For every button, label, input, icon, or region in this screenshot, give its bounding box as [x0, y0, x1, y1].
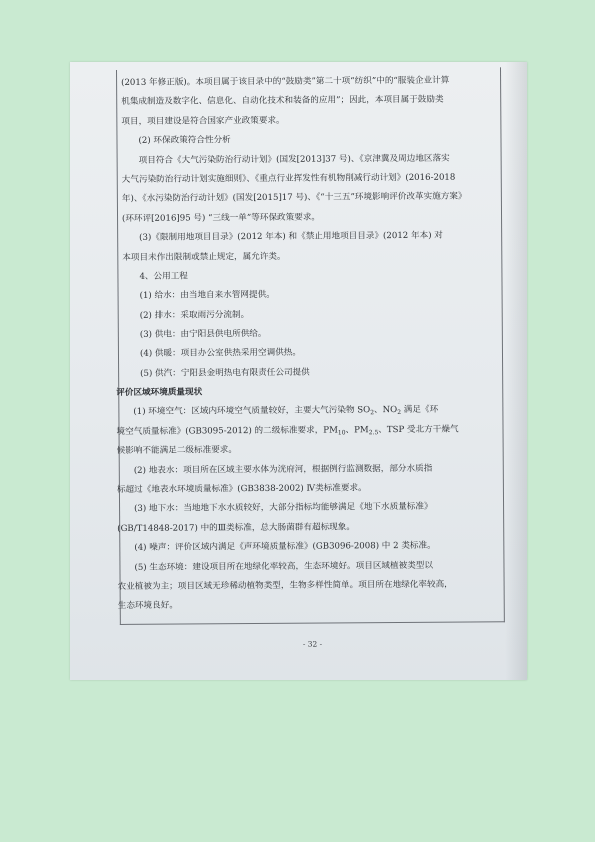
subheading: (2) 环保政策符合性分析	[138, 135, 231, 147]
list-item: (3) 供电：由宁阳县供电所供给。	[139, 329, 267, 340]
section-title: 评价区域环境质量现状	[116, 387, 203, 399]
text-line: 境空气质量标准》(GB3095-2012) 的二级标准要求，$PM_{10}$、$PM_{2.5}$、TSP 受北方干燥气	[116, 424, 459, 437]
text-line: 项目，项目建设是符合国家产业政策要求。	[121, 115, 285, 127]
list-item: (2) 排水：采取雨污分流制。	[139, 309, 250, 321]
text-line: (3) 地下水：当地地下水水质较好，大部分指标均能够满足《地下水质量标准》	[134, 502, 433, 515]
text-line: 候影响不能满足二级标准要求。	[116, 445, 238, 457]
text-line: (3)《限制用地项目目录》(2012 年本) 和《禁止用地项目目录》(2012 年本) 对	[139, 230, 443, 243]
text-line: 生态环境良好。	[117, 600, 178, 612]
text-line: (2013 年修正版)。本项目属于该目录中的“鼓励类”第二十项“纺织”中的“服装企业计算	[121, 75, 450, 88]
text-line: (1) 环境空气：区域内环境空气质量较好，主要大气污染物 $SO_2$、$NO_2$ 满足《环	[133, 405, 439, 418]
subheading: 4、公用工程	[139, 271, 188, 282]
list-item: (5) 供汽：宁阳县金明热电有限责任公司提供	[140, 367, 310, 379]
text-line: 项目符合《大气污染防治行动计划》(国发[2013]37 号)、《京津冀及周边地区落实	[138, 153, 450, 166]
text-line: 农业植被为主；项目区域无珍稀动植物类型，生物多样性简单。项目所在地绿化率较高，	[117, 579, 453, 592]
document-page	[116, 67, 505, 650]
list-item: (4) 供暖：项目办公室供热采用空调供热。	[139, 348, 302, 360]
text-line: (2) 地表水：项目所在区域主要水体为洸府河，根据例行监测数据，部分水质指	[133, 463, 433, 476]
list-item: (1) 给水：由当地自来水管网提供。	[139, 290, 275, 302]
text-line: 年)、《水污染防治行动计划》(国发[2015]17 号)、《“十三五”环境影响评价改革实施方案》	[121, 191, 467, 205]
text-line: (GB/T14848-2017) 中的Ⅲ类标准，总大肠菌群有超标现象。	[117, 522, 355, 534]
text-line: 大气污染防治行动计划实施细则》、《重点行业挥发性有机物削减行动计划》(2016-2018	[121, 172, 456, 185]
text-line: 标超过《地表水环境质量标准》(GB3838-2002) Ⅳ类标准要求。	[116, 483, 367, 495]
page-content	[121, 71, 499, 384]
page-number: - 32 -	[302, 639, 323, 649]
text-line: (4) 噪声：评价区域内满足《声环境质量标准》(GB3096-2008) 中 2 类标准。	[134, 540, 436, 554]
text-line: 本项目未作出限制或禁止规定，属允许类。	[122, 251, 286, 263]
section-quality	[116, 381, 501, 616]
text-line: 机集成制造及数字化、信息化、自动化技术和装备的应用”；因此，本项目属于鼓励类	[121, 95, 444, 108]
text-line: (环环评[2016]95 号) “三线一单”等环保政策要求。	[122, 212, 321, 224]
document-photo	[70, 62, 527, 680]
text-line: (5) 生态环境：建设项目所在地绿化率较高，生态环境好。项目区域植被类型以	[134, 560, 434, 573]
